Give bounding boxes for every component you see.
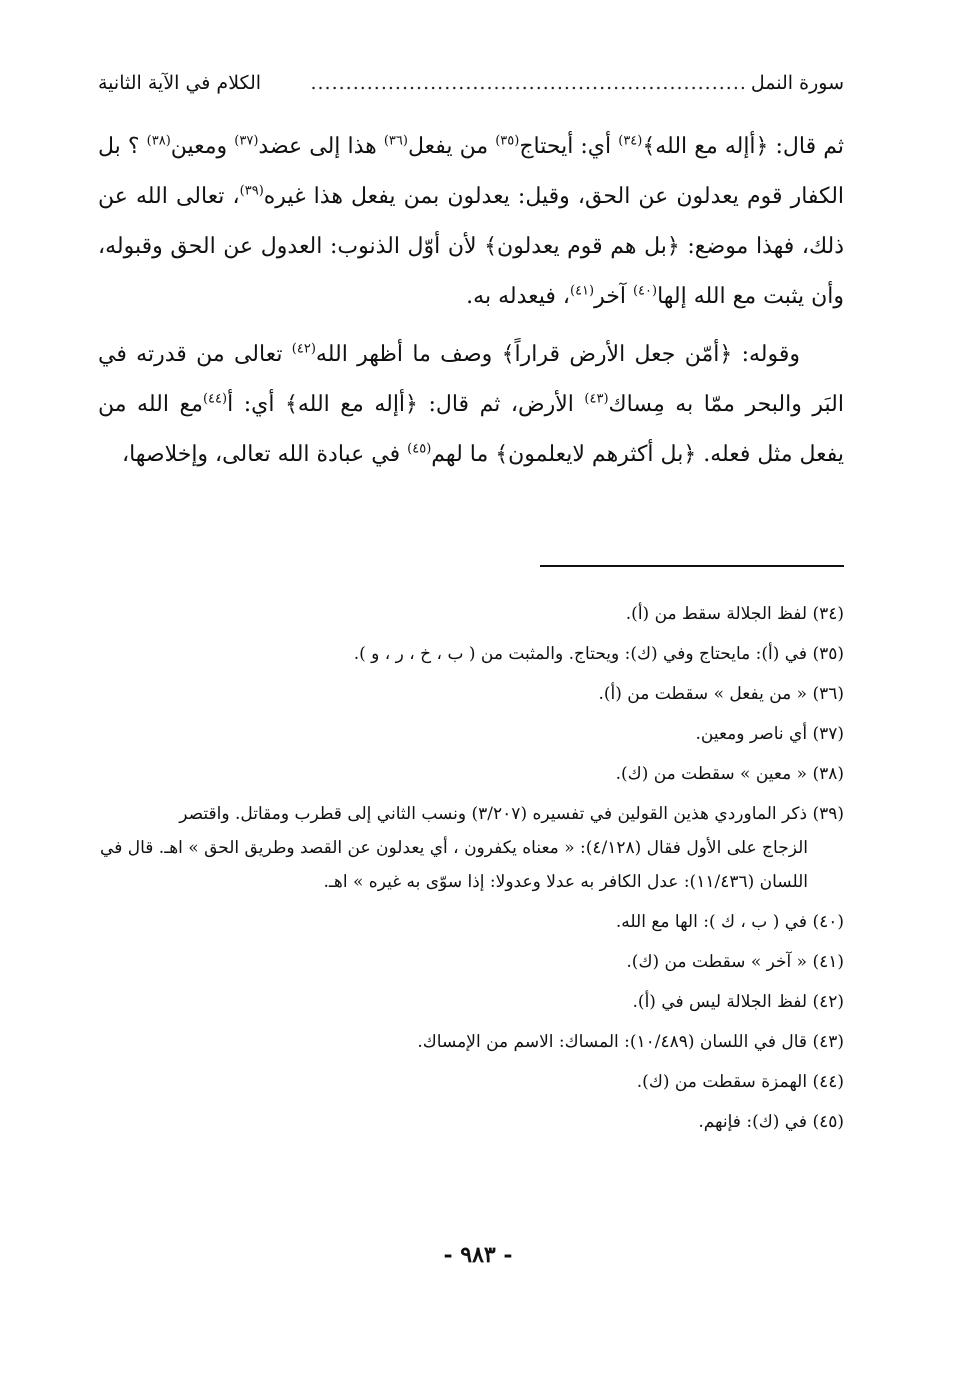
footnote-ref: (٤١): [569, 283, 595, 299]
footnote-41: (٤١) « آخر » سقطت من (ك).: [626, 952, 844, 972]
paragraph-2: وقوله: ﴿أمّن جعل الأرض قراراً﴾ وصف ما أظهر الله$^{(٤٢)}$ تعالى من قدرته في البَر والبحر ممّا به مِساك$^{(٤٣)}$ الأرض، ثم قال: ﴿أإله مع الله﴾ أي: أ$^{(٤٤)}$مع الله من يفعل مثل فعله. ﴿بل أكثرهم لايعلمون﴾ ما لهم$^{(٤٥)}$ في عبادة الله تعالى، وإخلاصها،: [98, 341, 844, 467]
footnote-separator: [540, 565, 844, 567]
paragraph-1: ثم قال: ﴿أإله مع الله﴾$^{(٣٤)}$ أي: أيحتاج$^{(٣٥)}$ من يفعل$^{(٣٦)}$ هذا إلى عضد$^{(٣٧)}$ ومعين$^{(٣٨)}$ ؟ بل الكفار قوم يعدلون عن الحق، وقيل: يعدلون بمن يفعل هذا غيره$^{(٣٩)}$، تعالى الله عن ذلك، فهذا موضع: ﴿بل هم قوم يعدلون﴾ لأن أوّل الذنوب: العدول عن الحق وقبوله، وأن يثبت مع الله إلها$^{(٤٠)}$ آخر$^{(٤١)}$، فيعدله به.: [98, 133, 845, 309]
footnotes: [100, 594, 844, 1142]
footnote-43: (٤٣) قال في اللسان (١٠/٤٨٩): المساك: الاسم من الإمساك.: [417, 1032, 844, 1052]
footnote-ref: (٤٥): [407, 441, 432, 457]
header-topic: الكلام في الآية الثانية: [98, 72, 262, 94]
footnote-35: (٣٥) في (أ): مايحتاج وفي (ك): ويحتاج. والمثبت من ( ب ، خ ، ر ، و ).: [353, 644, 844, 664]
footnote-39: [100, 797, 844, 899]
footnote-44: (٤٤) الهمزة سقطت من (ك).: [636, 1072, 844, 1092]
footnote-39-continuation: الزجاج على الأول فقال (٤/١٢٨): « معناه يكفرون ، أي يعدلون عن القصد وطريق الحق » اهـ. قال في اللسان (١١/٤٣٦): عدل الكافر به عدلا وعدولا: إذا سوّى به غيره » اهـ.: [100, 838, 808, 892]
footnote-ref: (٣٨): [146, 133, 171, 149]
footnote-ref: (٣٩): [239, 183, 264, 199]
footnote-ref: (٣٧): [234, 133, 259, 149]
footnote-45: (٤٥) في (ك): فإنهم.: [698, 1112, 844, 1132]
header-surah: سورة النمل: [750, 72, 844, 94]
footnote-ref: (٤٢): [291, 341, 316, 357]
header-dot-leader: ..............................................................: [310, 72, 747, 94]
footnote-ref: (٤٤): [202, 391, 228, 407]
footnote-36: (٣٦) « من يفعل » سقطت من (أ).: [598, 684, 844, 704]
footnote-38: (٣٨) « معين » سقطت من (ك).: [615, 764, 844, 784]
footnote-40: (٤٠) في ( ب ، ك ): الها مع الله.: [615, 912, 844, 932]
footnote-39-line-1: (٣٩) ذكر الماوردي هذين القولين في تفسيره (٣/٢٠٧) ونسب الثاني إلى قطرب ومقاتل. واقتصر: [179, 804, 844, 824]
footnote-ref: (٣٦): [383, 133, 408, 149]
footnote-ref: (٣٥): [495, 133, 520, 149]
running-header: [98, 72, 844, 106]
footnote-ref: (٤٣): [584, 391, 609, 407]
footnote-37: (٣٧) أي ناصر ومعين.: [695, 724, 844, 744]
footnote-ref: (٤٠): [632, 283, 658, 299]
page-number: - ٩٨٣ -: [443, 1242, 513, 1268]
footnote-34: (٣٤) لفظ الجلالة سقط من (أ).: [625, 604, 844, 624]
footnote-ref: (٣٤): [618, 133, 643, 149]
main-text: [98, 122, 844, 480]
footnote-42: (٤٢) لفظ الجلالة ليس في (أ).: [632, 992, 844, 1012]
